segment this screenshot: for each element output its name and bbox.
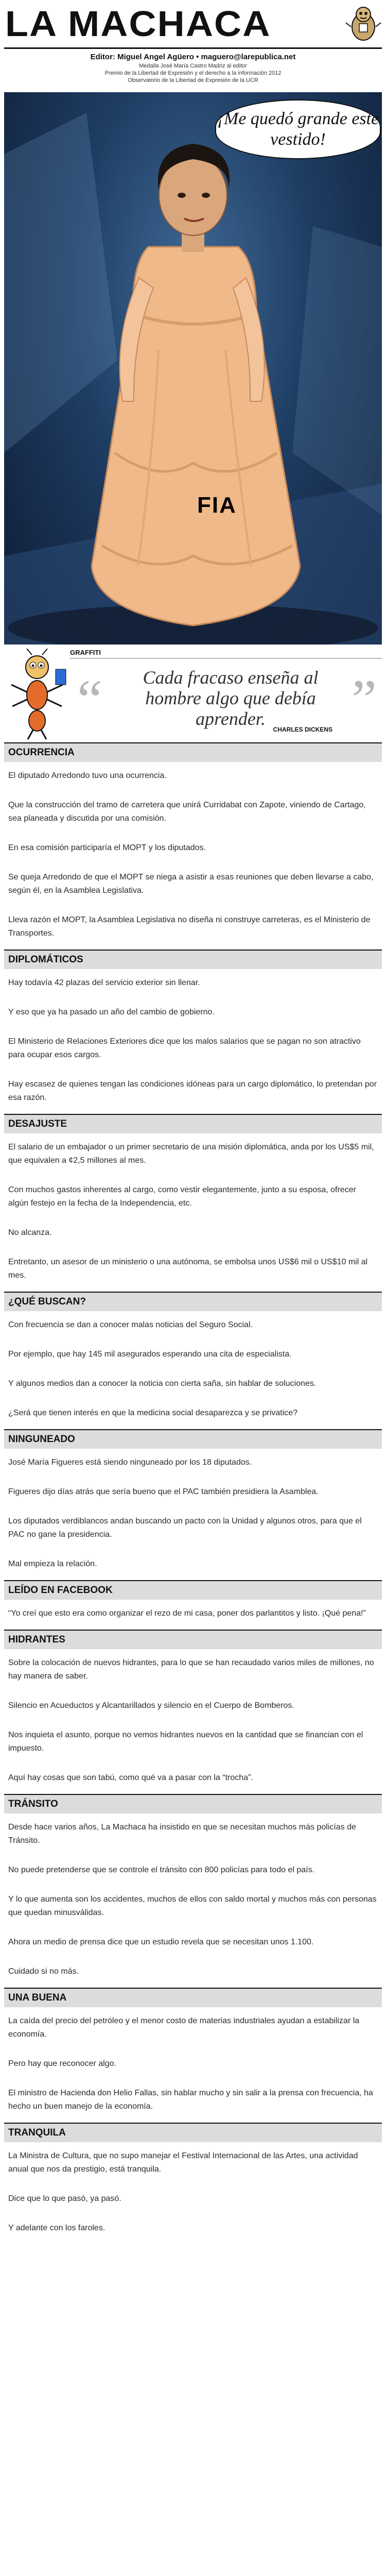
section-title: DIPLOMÁTICOS (4, 950, 382, 969)
section-body (4, 1600, 382, 1630)
section (4, 1292, 382, 1429)
credit-line: Medalla José María Castro Madriz al editor (139, 63, 247, 69)
paragraph: Hay escasez de quienes tengan las condiciones idóneas para un cargo diplomático, lo pretendan por esa razón. (8, 1080, 377, 1102)
masthead (0, 0, 386, 47)
paragraph: Se queja Arredondo de que el MOPT se niega a asistir a esas reuniones que deben llevarse a cabo, según él, en la Asamblea Legislativa. (8, 873, 374, 895)
cartoon-illustration (4, 92, 382, 645)
speech-bubble: ¡Me quedó grande este vestido! (215, 99, 381, 159)
section-title: TRANQUILA (4, 2123, 382, 2142)
paragraph: Y algunos medios dan a conocer la noticia con cierta saña, sin hablar de soluciones. (8, 1379, 317, 1388)
section-body (4, 1649, 382, 1794)
section-body (4, 2007, 382, 2123)
section-body (4, 1133, 382, 1292)
credits (0, 49, 386, 92)
section (4, 1114, 382, 1292)
paragraph: Con muchos gastos inherentes al cargo, como vestir elegantemente, junto a su esposa, ofrecer algún festejo en la fecha de la Independencia, etc. (8, 1185, 356, 1208)
section (4, 1988, 382, 2123)
paragraph: En esa comisión participaría el MOPT y los diputados. (8, 843, 206, 852)
section-title: DESAJUSTE (4, 1114, 382, 1133)
paragraph: Y eso que ya ha pasado un año del cambio de gobierno. (8, 1008, 215, 1016)
paragraph: José María Figueres está siendo ninguneado por los 18 diputados. (8, 1458, 252, 1467)
section-body (4, 969, 382, 1114)
paragraph: Mal empieza la relación. (8, 1560, 97, 1568)
paragraph: Lleva razón el MOPT, la Asamblea Legislativa no diseña ni construye carreteras, es el Ministerio de Transportes. (8, 916, 371, 938)
dress-label: FIA (197, 493, 237, 518)
paragraph: Aquí hay cosas que son tabú, como qué va a pasar con la “trocha”. (8, 1773, 253, 1782)
paragraph: Los diputados verdiblancos andan buscando un pacto con la Unidad y algunos otros, para que el PAC no gane la presidencia. (8, 1517, 362, 1539)
paragraph: Silencio en Acueductos y Alcantarillados y silencio en el Cuerpo de Bomberos. (8, 1701, 294, 1710)
section (4, 1794, 382, 1988)
section-title: OCURRENCIA (4, 742, 382, 762)
sections (0, 742, 386, 2244)
section (4, 950, 382, 1114)
section (4, 1429, 382, 1580)
paragraph: Y adelante con los faroles. (8, 2224, 106, 2232)
graffiti-rule (70, 658, 382, 659)
section-body (4, 762, 382, 950)
paragraph: Sobre la colocación de nuevos hidrantes, para lo que se han recaudado varios miles de millones, no hay manera de saber. (8, 1658, 374, 1681)
credit-line: Premio de la Libertad de Expresión y el derecho a la información 2012 (104, 70, 282, 76)
section-title: LEÍDO EN FACEBOOK (4, 1580, 382, 1600)
paragraph: Figueres dijo días atrás que sería bueno que el PAC también presidiera la Asamblea. (8, 1487, 319, 1496)
section (4, 742, 382, 950)
paragraph: ¿Será que tienen interés en que la medicina social desaparezca y se privatice? (8, 1409, 298, 1417)
paragraph: No alcanza. (8, 1228, 52, 1237)
ant-mascot-icon (4, 649, 70, 740)
section-title: UNA BUENA (4, 1988, 382, 2007)
section-body (4, 2142, 382, 2244)
paragraph: Con frecuencia se dan a conocer malas noticias del Seguro Social. (8, 1320, 253, 1329)
paragraph: Nos inquieta el asunto, porque no vemos hidrantes nuevos en la cantidad que se financian con el impuesto. (8, 1731, 363, 1753)
paragraph: Cuidado si no más. (8, 1967, 79, 1976)
quote-author: CHARLES DICKENS (273, 726, 332, 733)
paragraph: Desde hace varios años, La Machaca ha insistido en que se necesitan muchos más policías de Tránsito. (8, 1823, 356, 1845)
hero-cartoon (4, 92, 382, 645)
credit-line: Observatorio de la Libertad de Expresión de la UCR (128, 77, 258, 83)
section-title: TRÁNSITO (4, 1794, 382, 1814)
section-title: HIDRANTES (4, 1630, 382, 1649)
paragraph: El diputado Arredondo tuvo una ocurrencia. (8, 771, 167, 780)
section (4, 2123, 382, 2244)
paragraph: El ministro de Hacienda don Helio Fallas, sin hablar mucho y sin salir a la prensa con frecuencia, ha hecho un buen manejo de la economía. (8, 2089, 373, 2111)
quote-text: Cada fracaso enseña al hombre algo que debía aprender. (143, 667, 319, 729)
section-title: ¿QUÉ BUSCAN? (4, 1292, 382, 1311)
paragraph: El Ministerio de Relaciones Exteriores dice que los malos salarios que se pagan no son atractivo para ocupar esos cargos. (8, 1037, 361, 1059)
quote-box (72, 661, 382, 736)
close-quote-icon: ” (352, 668, 377, 731)
paragraph: Por ejemplo, que hay 145 mil asegurados esperando una cita de especialista. (8, 1350, 292, 1359)
paragraph: Ahora un medio de prensa dice que un estudio revela que se necesitan unos 1.100. (8, 1938, 314, 1946)
section (4, 1630, 382, 1794)
masthead-title: LA MACHACA (5, 4, 271, 44)
paragraph: “Yo creí que esto era como organizar el rezo de mi casa, poner dos parlantitos y listo. ¡Qué pena!” (8, 1609, 366, 1618)
paragraph: La caída del precio del petróleo y el menor costo de materias industriales ayudan a estabilizar la economía. (8, 2016, 360, 2039)
machaca-mascot-icon (345, 3, 382, 44)
editor-line: Editor: Miguel Angel Agüero • maguero@larepublica.net (90, 53, 296, 61)
paragraph: Dice que lo que pasó, ya pasó. (8, 2194, 121, 2203)
section-body (4, 1814, 382, 1988)
paragraph: Hay todavía 42 plazas del servicio exterior sin llenar. (8, 978, 200, 987)
paragraph: No puede pretenderse que se controle el tránsito con 800 policías para todo el país. (8, 1866, 315, 1874)
graffiti-label: GRAFFITI (70, 649, 101, 656)
section (4, 1580, 382, 1630)
paragraph: La Ministra de Cultura, que no supo manejar el Festival Internacional de las Artes, una actividad anual que nos da prestigio, está tranquila. (8, 2151, 358, 2174)
open-quote-icon: “ (77, 668, 102, 731)
graffiti-block (4, 645, 382, 742)
section-title: NINGUNEADO (4, 1429, 382, 1449)
paragraph: Que la construcción del tramo de carretera que unirá Curridabat con Zapote, viniendo de Cartago, sea planeada y discutida por una comisión. (8, 801, 366, 823)
section-body (4, 1311, 382, 1429)
paragraph: El salario de un embajador o un primer secretario de una misión diplomática, anda por los US$5 mil, que equivalen a ¢2,5 millones al mes. (8, 1143, 374, 1165)
section-body (4, 1449, 382, 1580)
paragraph: Pero hay que reconocer algo. (8, 2059, 116, 2068)
paragraph: Entretanto, un asesor de un ministerio o una autónoma, se embolsa unos US$6 mil o US$10 mil al mes. (8, 1258, 368, 1280)
paragraph: Y lo que aumenta son los accidentes, muchos de ellos con saldo mortal y muchos más con personas que quedan minusválidas. (8, 1895, 377, 1917)
